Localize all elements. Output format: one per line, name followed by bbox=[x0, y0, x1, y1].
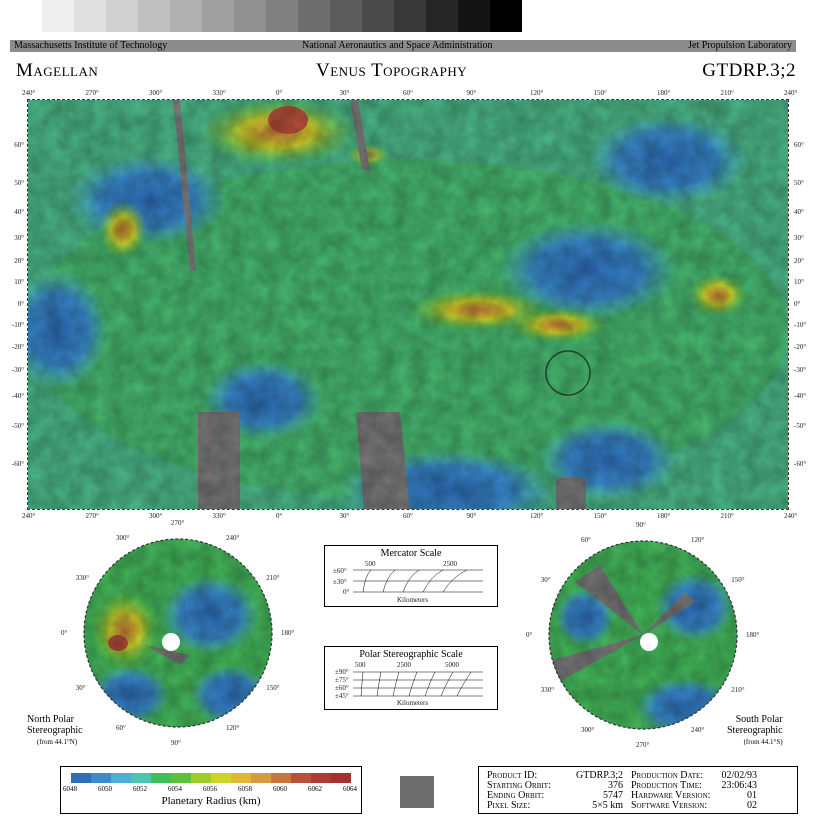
latitude-tick-label: 20° bbox=[14, 257, 24, 265]
longitude-tick-label: 30° bbox=[339, 89, 350, 97]
mercator-lat-60: ±60° bbox=[333, 567, 347, 575]
grayscale-step bbox=[298, 0, 330, 32]
polar-longitude-label: 30° bbox=[75, 684, 86, 692]
grayscale-step bbox=[394, 0, 426, 32]
latitude-tick-label: 20° bbox=[794, 257, 804, 265]
longitude-ticks-top bbox=[0, 89, 820, 98]
longitude-tick-label: 180° bbox=[657, 89, 671, 97]
hardware-version-label: Hardware Version: bbox=[631, 790, 711, 801]
latitude-tick-label: -50° bbox=[11, 422, 24, 430]
longitude-tick-label: 60° bbox=[403, 89, 413, 97]
grayscale-step bbox=[330, 0, 362, 32]
polar-longitude-label: 90° bbox=[636, 521, 646, 529]
grayscale-step bbox=[106, 0, 138, 32]
south-polar-caption-line1: South Polar bbox=[735, 714, 783, 725]
longitude-tick-label: 330° bbox=[212, 512, 226, 520]
longitude-tick-label: 300° bbox=[149, 89, 163, 97]
latitude-tick-label: 60° bbox=[794, 141, 804, 149]
mission-title: Magellan bbox=[16, 60, 99, 81]
north-polar-caption-note: (from 44.1°N) bbox=[37, 738, 78, 746]
south-polar-caption bbox=[727, 714, 783, 748]
longitude-tick-label: 150° bbox=[593, 512, 607, 520]
longitude-tick-label: 90° bbox=[466, 89, 477, 97]
polar-longitude-label: 90° bbox=[171, 739, 181, 747]
polar-longitude-label: 210° bbox=[731, 686, 745, 694]
polar-longitude-label: 330° bbox=[540, 686, 555, 694]
product-id-label: Product ID: bbox=[487, 770, 538, 781]
longitude-tick-label: 120° bbox=[530, 512, 544, 520]
grayscale-step bbox=[138, 0, 170, 32]
polar-longitude-label: 270° bbox=[636, 741, 650, 749]
mercator-lat-0: 0° bbox=[343, 588, 350, 596]
longitude-tick-label: 240° bbox=[784, 512, 798, 520]
polar-lat-60: ±60° bbox=[335, 684, 349, 692]
polar-scale-2500: 2500 bbox=[397, 661, 411, 669]
colorbar-tick-label: 6062 bbox=[308, 785, 322, 793]
no-data-swatch bbox=[400, 776, 434, 808]
starting-orbit-value: 376 bbox=[608, 780, 623, 791]
latitude-tick-label: -40° bbox=[11, 392, 24, 400]
longitude-tick-label: 30° bbox=[339, 512, 350, 520]
longitude-tick-label: 210° bbox=[720, 512, 734, 520]
longitude-tick-label: 60° bbox=[403, 512, 413, 520]
polar-lat-90: ±90° bbox=[335, 668, 349, 676]
grayscale-step bbox=[202, 0, 234, 32]
latitude-tick-label: -40° bbox=[794, 392, 807, 400]
polar-longitude-label: 240° bbox=[226, 533, 240, 542]
latitude-tick-label: 30° bbox=[794, 234, 804, 242]
north-polar-caption bbox=[27, 714, 83, 748]
polar-longitude-label: 30° bbox=[540, 576, 551, 584]
colorbar-tick-label: 6060 bbox=[273, 785, 287, 793]
polar-longitude-label: 150° bbox=[266, 684, 280, 692]
hardware-version-value: 01 bbox=[747, 790, 757, 801]
production-time-value: 23:06:43 bbox=[721, 780, 757, 791]
polar-longitude-label: 330° bbox=[75, 574, 90, 582]
colorbar-tick-label: 6052 bbox=[133, 785, 147, 793]
polar-longitude-label: 210° bbox=[266, 574, 280, 582]
longitude-tick-label: 240° bbox=[22, 512, 36, 520]
product-title: GTDRP.3;2 bbox=[702, 60, 796, 81]
longitude-tick-label: 0° bbox=[276, 89, 283, 97]
south-polar-caption-line2: Stereographic bbox=[727, 725, 783, 736]
mercator-scale bbox=[324, 545, 498, 607]
production-time-label: Production Time: bbox=[631, 780, 702, 791]
grayscale-step bbox=[426, 0, 458, 32]
latitude-tick-label: 30° bbox=[14, 234, 24, 242]
latitude-tick-label: -20° bbox=[11, 343, 24, 351]
mercator-scale-500: 500 bbox=[365, 560, 376, 568]
elevation-color-legend bbox=[60, 766, 362, 814]
grayscale-step bbox=[74, 0, 106, 32]
polar-longitude-label: 270° bbox=[171, 519, 185, 527]
polar-scale-5000: 5000 bbox=[445, 661, 459, 669]
colorbar-tick-label: 6056 bbox=[203, 785, 217, 793]
mercator-topography-map[interactable] bbox=[27, 99, 789, 510]
polar-longitude-label: 0° bbox=[526, 631, 533, 639]
polar-longitude-label: 0° bbox=[61, 629, 68, 637]
latitude-tick-label: 10° bbox=[14, 278, 24, 286]
mercator-scale-title: Mercator Scale bbox=[380, 548, 442, 559]
legend-title: Planetary Radius (km) bbox=[161, 795, 261, 807]
latitude-tick-label: 50° bbox=[794, 179, 804, 187]
banner-mit: Massachusetts Institute of Technology bbox=[14, 40, 168, 51]
latitude-tick-label: 40° bbox=[14, 208, 24, 216]
polar-longitude-label: 180° bbox=[281, 629, 295, 637]
latitude-tick-label: 60° bbox=[14, 141, 24, 149]
grayscale-step bbox=[266, 0, 298, 32]
polar-scale-graph bbox=[353, 670, 483, 698]
polar-longitude-label: 60° bbox=[581, 535, 591, 544]
longitude-tick-label: 270° bbox=[85, 512, 99, 520]
banner-jpl: Jet Propulsion Laboratory bbox=[688, 40, 792, 51]
south-polar-caption-note: (from 44.1°S) bbox=[743, 738, 783, 746]
pixel-size-label: Pixel Size: bbox=[487, 800, 531, 811]
institution-banner bbox=[10, 40, 796, 52]
grayscale-step bbox=[458, 0, 490, 32]
polar-scale-title: Polar Stereographic Scale bbox=[359, 649, 463, 660]
longitude-tick-label: 150° bbox=[593, 89, 607, 97]
polar-lat-75: ±75° bbox=[335, 676, 349, 684]
longitude-tick-label: 300° bbox=[149, 512, 163, 520]
longitude-tick-label: 330° bbox=[212, 89, 226, 97]
polar-longitude-label: 240° bbox=[691, 726, 705, 735]
latitude-tick-label: 50° bbox=[14, 179, 24, 187]
north-polar-caption-line2: Stereographic bbox=[27, 725, 83, 736]
topography-image bbox=[28, 100, 789, 510]
polar-longitude-label: 120° bbox=[226, 724, 240, 733]
ending-orbit-label: Ending Orbit: bbox=[487, 790, 545, 801]
polar-lat-45: ±45° bbox=[335, 692, 349, 700]
longitude-tick-label: 0° bbox=[276, 512, 283, 520]
longitude-tick-label: 240° bbox=[22, 89, 36, 97]
south-polar-longitude-labels bbox=[525, 517, 761, 753]
grayscale-step bbox=[234, 0, 266, 32]
mercator-scale-2500: 2500 bbox=[443, 560, 457, 568]
software-version-value: 02 bbox=[747, 800, 757, 811]
polar-scale-500: 500 bbox=[355, 661, 366, 669]
latitude-tick-label: -30° bbox=[11, 366, 24, 374]
longitude-tick-label: 180° bbox=[657, 512, 671, 520]
longitude-tick-label: 240° bbox=[784, 89, 798, 97]
north-polar-caption-line1: North Polar bbox=[27, 714, 74, 725]
latitude-tick-label: 40° bbox=[794, 208, 804, 216]
grayscale-wedge bbox=[10, 0, 522, 32]
product-id-value: GTDRP.3;2 bbox=[576, 770, 623, 781]
latitude-tick-label: 0° bbox=[17, 300, 24, 308]
colorbar-tick-label: 6048 bbox=[63, 785, 77, 793]
latitude-tick-label: -60° bbox=[11, 460, 24, 468]
grayscale-step bbox=[170, 0, 202, 32]
colorbar-ticks bbox=[63, 767, 357, 797]
polar-longitude-label: 60° bbox=[116, 724, 126, 733]
latitude-tick-label: 0° bbox=[794, 300, 801, 308]
software-version-label: Software Version: bbox=[631, 800, 708, 811]
mercator-scale-unit: Kilometers bbox=[397, 596, 429, 604]
colorbar-tick-label: 6054 bbox=[168, 785, 182, 793]
longitude-tick-label: 210° bbox=[720, 89, 734, 97]
mercator-lat-30: ±30° bbox=[333, 578, 347, 586]
grayscale-step bbox=[490, 0, 522, 32]
latitude-tick-label: -50° bbox=[794, 422, 807, 430]
latitude-ticks-right bbox=[791, 0, 820, 820]
starting-orbit-label: Starting Orbit: bbox=[487, 780, 551, 791]
product-info-box bbox=[478, 766, 798, 814]
map-title: Venus Topography bbox=[316, 60, 468, 81]
colorbar-tick-label: 6050 bbox=[98, 785, 112, 793]
longitude-tick-label: 120° bbox=[530, 89, 544, 97]
production-date-label: Production Date: bbox=[631, 770, 704, 781]
ending-orbit-value: 5747 bbox=[603, 790, 623, 801]
grayscale-step bbox=[362, 0, 394, 32]
polar-longitude-label: 300° bbox=[116, 533, 130, 542]
latitude-tick-label: -10° bbox=[11, 321, 24, 329]
latitude-tick-label: -10° bbox=[794, 321, 807, 329]
polar-longitude-label: 150° bbox=[731, 576, 745, 584]
mercator-scale-graph bbox=[353, 568, 483, 594]
polar-longitude-label: 120° bbox=[691, 535, 705, 544]
polar-longitude-label: 180° bbox=[746, 631, 760, 639]
longitude-tick-label: 90° bbox=[466, 512, 477, 520]
polar-longitude-label: 300° bbox=[581, 726, 595, 735]
colorbar-tick-label: 6058 bbox=[238, 785, 252, 793]
colorbar-tick-label: 6064 bbox=[343, 785, 357, 793]
latitude-ticks-left bbox=[0, 0, 26, 820]
polar-stereographic-scale bbox=[324, 646, 498, 710]
latitude-tick-label: -20° bbox=[794, 343, 807, 351]
grayscale-step bbox=[42, 0, 74, 32]
polar-scale-unit: Kilometers bbox=[397, 699, 429, 707]
latitude-tick-label: 10° bbox=[794, 278, 804, 286]
longitude-tick-label: 270° bbox=[85, 89, 99, 97]
north-polar-longitude-labels bbox=[60, 515, 296, 751]
latitude-tick-label: -30° bbox=[794, 366, 807, 374]
banner-nasa: National Aeronautics and Space Administration bbox=[302, 40, 493, 51]
pixel-size-value: 5×5 km bbox=[592, 800, 623, 811]
production-date-value: 02/02/93 bbox=[721, 770, 757, 781]
latitude-tick-label: -60° bbox=[794, 460, 807, 468]
